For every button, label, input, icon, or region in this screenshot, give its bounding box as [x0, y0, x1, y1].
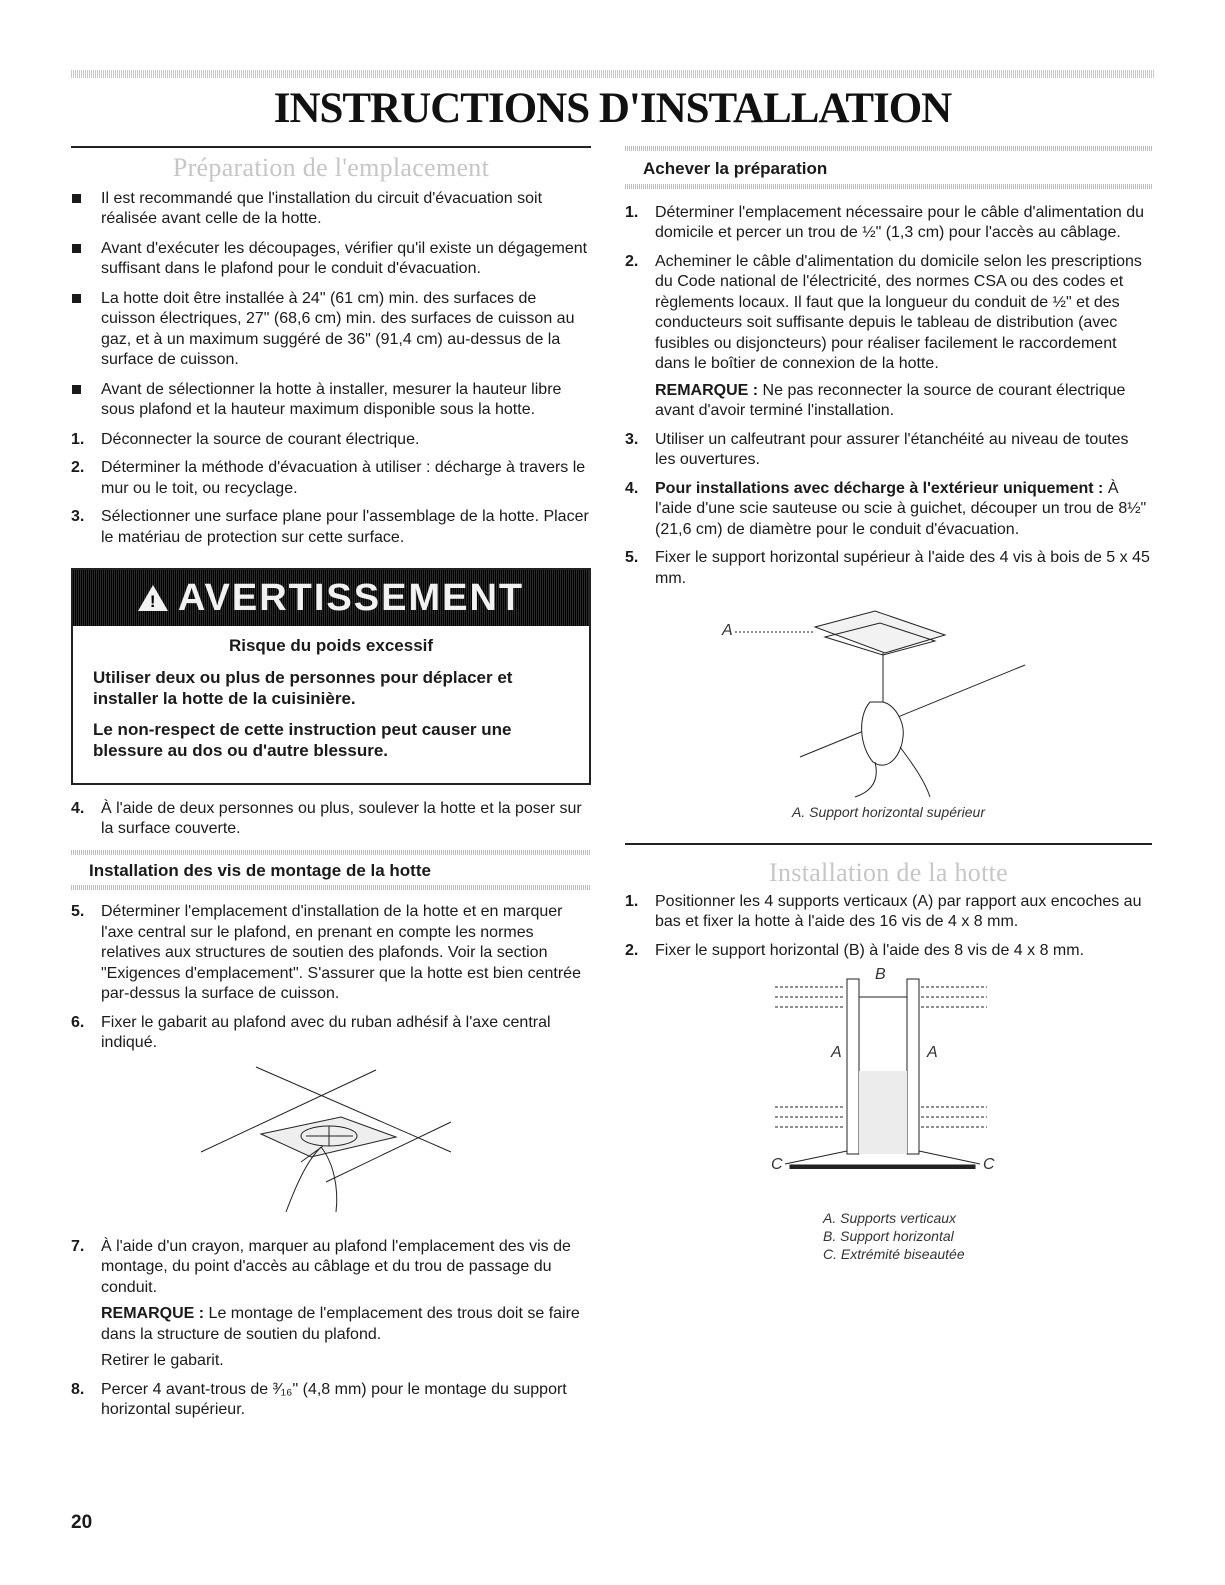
- figure-caption: B. Support horizontal: [823, 1228, 954, 1244]
- square-bullet-icon: [72, 194, 81, 203]
- step-item: 2. Déterminer la méthode d'évacuation à utiliser : décharge à travers le mur ou le toit, ou recyclage.: [71, 459, 586, 497]
- right-column: [625, 146, 1152, 1263]
- step-item: 4. Pour installations avec décharge à l'extérieur uniquement : À l'aide d'une scie sauteuse ou scie à guichet, découper un trou de 8½" (21,6 cm) de diamètre pour le conduit d'évacuation.: [625, 479, 1147, 538]
- step-item: 5. Fixer le support horizontal supérieur à l'aide des 4 vis à bois de 5 x 45 mm.: [625, 549, 1150, 587]
- list-item: La hotte doit être installée à 24" (61 cm) min. des surfaces de cuisson électriques, 27" (68,6 cm) min. des surfaces de cuisson au gaz, et à un maximum suggéré de 36" (91,4 cm) au-dessus de la surface de cuisson.: [71, 289, 591, 371]
- section-rule: [71, 146, 591, 148]
- note-paragraph: REMARQUE : Ne pas reconnecter la source de courant électrique avant d'avoir terminé l'installation.: [655, 381, 1126, 419]
- warning-title: AVERTISSEMENT: [177, 576, 525, 619]
- step-item: 1. Déconnecter la source de courant électrique.: [71, 430, 420, 448]
- figure-label-a-right: A: [927, 1044, 938, 1061]
- warning-body: [73, 626, 589, 783]
- section-rule: [625, 843, 1152, 845]
- step-item: 2. Fixer le support horizontal (B) à l'aide des 8 vis de 4 x 8 mm.: [625, 941, 1085, 959]
- warning-subtitle: Risque du poids excessif: [228, 636, 434, 655]
- step-extra: Retirer le gabarit.: [101, 1352, 224, 1369]
- step-item: 2. Acheminer le câble d'alimentation du domicile selon les prescriptions du Code national de l'électricité, des normes CSA ou des codes et règlements locaux. Il faut que la longueur du conduit de ½" et des conducteurs soit suffisante depuis le tableau de distribution (avec fusibles ou disjoncteurs) pour réaliser facilement le raccordement dans le boîtier de connexion de la hotte. REMARQUE : Ne pas reconnecter la source de courant électrique avant d'avoir terminé l'installation.: [625, 252, 1152, 422]
- figure-label-c-right: C: [983, 1156, 995, 1173]
- top-decorative-band: [71, 70, 1154, 78]
- list-item: Il est recommandé que l'installation du circuit d'évacuation soit réalisée avant celle de la hotte.: [71, 189, 591, 230]
- page-number: 20: [71, 1512, 93, 1533]
- vertical-supports-drawing: [625, 969, 1152, 1169]
- subsection-title-mounting-screws: Installation des vis de montage de la hotte: [89, 860, 431, 880]
- subsection-title-achever: Achever la préparation: [643, 159, 828, 178]
- figure-label-a: A: [722, 622, 733, 639]
- ceiling-template-drawing: [71, 1062, 591, 1237]
- figure-caption: C. Extrémité biseautée: [823, 1246, 965, 1262]
- preparation-bullet-list: [71, 189, 591, 421]
- step-item: 5. Déterminer l'emplacement d'installation de la hotte et en marquer l'axe central sur le plafond, en prenant en compte les normes relatives aux structures de soutien des plafonds. Voir la section "Exigences d'emplacement". S'assurer que la hotte est bien centrée par-dessus la surface de cuisson.: [71, 903, 581, 1002]
- step-item: 8. Percer 4 avant-trous de ³⁄₁₆" (4,8 mm) pour le montage du support horizontal supérieur.: [71, 1380, 567, 1418]
- figure-label-a-left: A: [831, 1044, 842, 1061]
- subsection-rule: [625, 184, 1152, 189]
- figure-label-b: B: [875, 966, 886, 983]
- square-bullet-icon: [72, 385, 81, 394]
- list-item: Avant d'exécuter les découpages, vérifier qu'il existe un dégagement suffisant dans le plafond pour le conduit d'évacuation.: [71, 239, 591, 280]
- template-illustration: [71, 1062, 591, 1237]
- warning-box: [71, 568, 591, 785]
- step-item: 3. Utiliser un calfeutrant pour assurer l'étanchéité au niveau de toutes les ouvertures.: [625, 430, 1129, 468]
- support-bracket-illustration: [625, 597, 1152, 829]
- figure-caption: A. Supports verticaux: [823, 1210, 957, 1226]
- step-item: 1. Positionner les 4 supports verticaux (A) par rapport aux encoches au bas et fixer la hotte à l'aide des 16 vis de 4 x 8 mm.: [625, 892, 1142, 930]
- warning-text: Le non-respect de cette instruction peut causer une blessure au dos ou d'autre blessure.: [93, 719, 512, 760]
- warning-triangle-icon: !: [138, 585, 168, 611]
- left-column: [71, 146, 591, 1429]
- square-bullet-icon: [72, 294, 81, 303]
- section-title-preparation: Préparation de l'emplacement: [172, 153, 490, 182]
- square-bullet-icon: [72, 244, 81, 253]
- section-title-installation: Installation de la hotte: [769, 858, 1008, 887]
- page-title: INSTRUCTIONS D'INSTALLATION: [273, 85, 952, 132]
- bracket-drawing: [625, 597, 1152, 807]
- step-item: 1. Déterminer l'emplacement nécessaire pour le câble d'alimentation du domicile et percer un trou de ½" (1,3 cm) pour l'accès au câblage.: [625, 203, 1145, 241]
- list-item: Avant de sélectionner la hotte à installer, mesurer la hauteur libre sous plafond et la hauteur maximum disponible sous la hotte.: [71, 380, 591, 421]
- note-paragraph: REMARQUE : Le montage de l'emplacement des trous doit se faire dans la structure de soutien du plafond.: [101, 1305, 580, 1343]
- step-item: 7. À l'aide d'un crayon, marquer au plafond l'emplacement des vis de montage, du point d'accès au câblage et du trou de passage du conduit. REMARQUE : Le montage de l'emplacement des trous doit se faire dans la structure de soutien du plafond. Retirer le gabarit.: [71, 1237, 591, 1372]
- step-item: 4. À l'aide de deux personnes ou plus, soulever la hotte et la poser sur la surface couverte.: [71, 799, 582, 837]
- hood-bracket-illustration: [625, 966, 1152, 1209]
- warning-header: [73, 570, 589, 626]
- figure-label-c-left: C: [771, 1156, 783, 1173]
- warning-text: Utiliser deux ou plus de personnes pour déplacer et installer la hotte de la cuisinière.: [93, 667, 513, 708]
- figure-caption-list: [625, 1209, 1152, 1263]
- figure-caption: A. Support horizontal supérieur: [792, 804, 985, 820]
- subsection-rule: [71, 885, 591, 890]
- step-item: 6. Fixer le gabarit au plafond avec du ruban adhésif à l'axe central indiqué.: [71, 1013, 551, 1051]
- step-item: 3. Sélectionner une surface plane pour l'assemblage de la hotte. Placer le matériau de protection sur cette surface.: [71, 508, 589, 546]
